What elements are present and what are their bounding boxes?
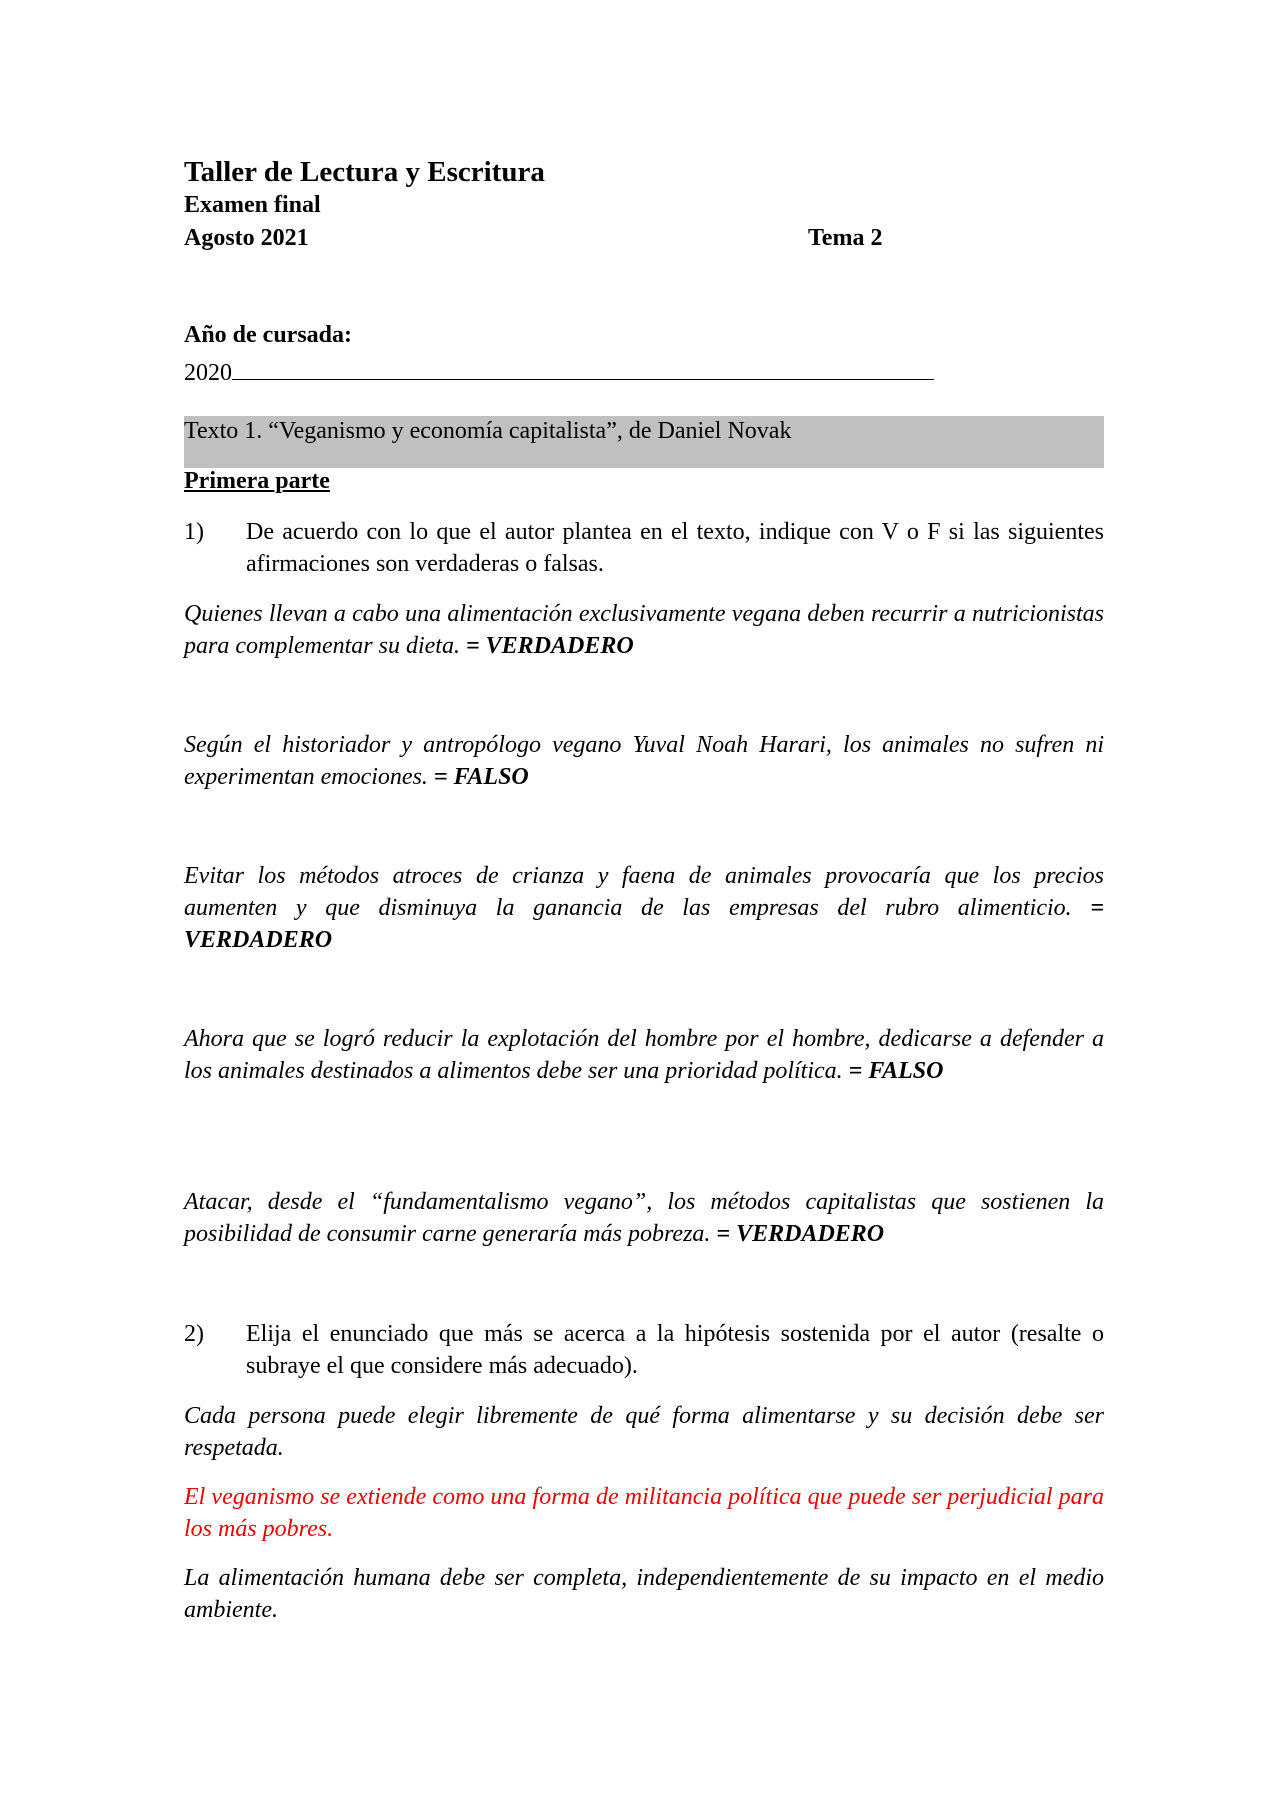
statement-text: Atacar, desde el “fundamentalismo vegano”, los métodos capitalistas que sostienen la posibilidad de consumir carne generaría más pobreza. — [184, 1189, 1104, 1247]
question-number: 2) — [184, 1321, 204, 1347]
question-1 — [184, 516, 1104, 580]
year-label: Año de cursada: — [184, 322, 353, 348]
year-line — [184, 355, 934, 387]
text-band: Texto 1. “Veganismo y economía capitalista”, de Daniel Novak — [184, 416, 1104, 468]
statement-text: Evitar los métodos atroces de crianza y faena de animales provocaría que los precios aumenten y que disminuya la ganancia de las empresas del rubro alimenticio. — [184, 863, 1104, 921]
statement-1 — [184, 598, 1104, 662]
exam-date: Agosto 2021 — [184, 225, 309, 251]
document-title: Taller de Lectura y Escritura — [184, 156, 545, 188]
statement-3 — [184, 860, 1104, 956]
statement-2 — [184, 729, 1104, 793]
question-number: 1) — [184, 519, 204, 545]
statement-text: Ahora que se logró reducir la explotación del hombre por el hombre, dedicarse a defender a los animales destinados a alimentos debe ser una prioridad política. — [184, 1026, 1104, 1084]
year-underline — [232, 355, 934, 380]
question-2 — [184, 1318, 1104, 1382]
option-3: La alimentación humana debe ser completa, independientemente de su impacto en el medio ambiente. — [184, 1565, 1104, 1623]
question-text: Elija el enunciado que más se acerca a la hipótesis sostenida por el autor (resalte o subraye el que considere más adecuado). — [246, 1321, 1104, 1379]
option-2-selected: El veganismo se extiende como una forma de militancia política que puede ser perjudicial para los más pobres. — [184, 1484, 1104, 1542]
section-title: Primera parte — [184, 468, 330, 494]
statement-answer: = VERDADERO — [184, 895, 1105, 953]
statement-4 — [184, 1023, 1104, 1087]
exam-tema: Tema 2 — [808, 225, 883, 251]
statement-5 — [184, 1186, 1104, 1250]
statement-text: Según el historiador y antropólogo vegano Yuval Noah Harari, los animales no sufren ni experimentan emociones. — [184, 732, 1104, 790]
statement-answer: = VERDADERO — [465, 633, 634, 659]
statement-answer: = FALSO — [848, 1058, 944, 1084]
statement-text: Quienes llevan a cabo una alimentación exclusivamente vegana deben recurrir a nutricionistas para complementar su dieta. — [184, 601, 1104, 659]
year-value: 2020 — [184, 360, 232, 386]
exam-label: Examen final — [184, 192, 321, 218]
question-text: De acuerdo con lo que el autor plantea en el texto, indique con V o F si las siguientes afirmaciones son verdaderas o falsas. — [246, 519, 1104, 577]
statement-answer: = VERDADERO — [716, 1221, 885, 1247]
option-1: Cada persona puede elegir libremente de qué forma alimentarse y su decisión debe ser respetada. — [184, 1403, 1104, 1461]
statement-answer: = FALSO — [433, 764, 529, 790]
